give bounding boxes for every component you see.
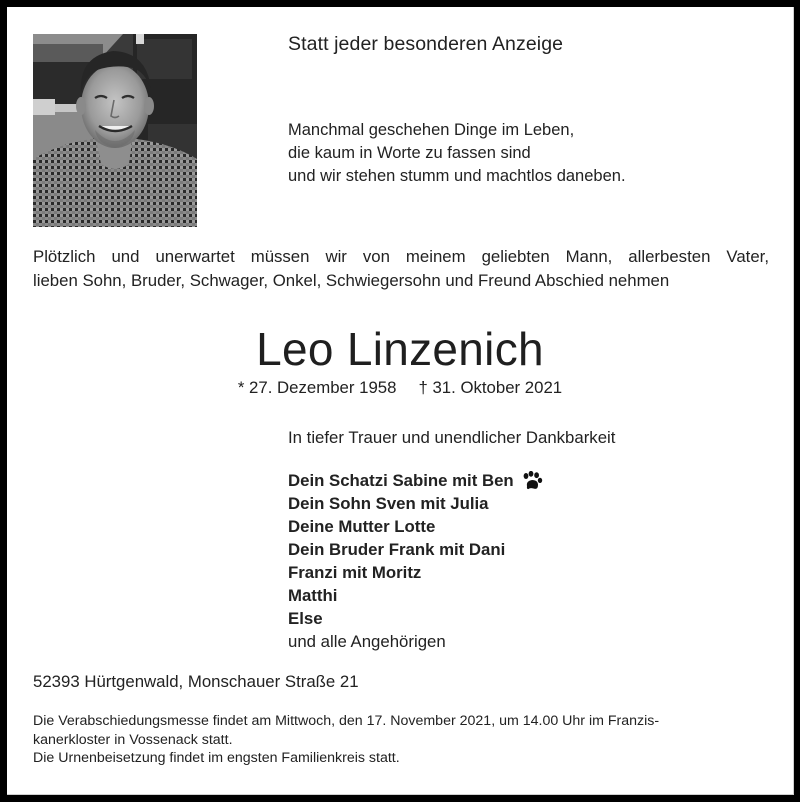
service-note-line: Die Verabschiedungsmesse findet am Mittwoch, den 17. November 2021, um 14.00 Uhr im Franzis- bbox=[33, 713, 660, 729]
mourner-item bbox=[288, 607, 543, 630]
mourner-name: Dein Bruder Frank mit Dani bbox=[288, 540, 506, 559]
intro-line-1: Plötzlich und unerwartet müssen wir von meinem geliebten Mann, allerbesten Vater, bbox=[33, 247, 769, 266]
mourner-name: Franzi mit Moritz bbox=[288, 563, 422, 582]
death-date: † 31. Oktober 2021 bbox=[418, 378, 563, 397]
mourner-item bbox=[288, 492, 543, 515]
mourner-item bbox=[288, 561, 543, 584]
mourners-closing bbox=[288, 630, 543, 653]
poem-line: und wir stehen stumm und machtlos daneben. bbox=[288, 167, 626, 185]
poem-line: Manchmal geschehen Dinge im Leben, bbox=[288, 121, 575, 139]
intro-paragraph bbox=[33, 245, 769, 293]
birth-date: * 27. Dezember 1958 bbox=[237, 378, 397, 397]
portrait-photo bbox=[33, 34, 197, 227]
deceased-name: Leo Linzenich bbox=[256, 323, 544, 375]
paw-print-icon bbox=[521, 471, 543, 491]
mourner-item bbox=[288, 584, 543, 607]
headline: Statt jeder besonderen Anzeige bbox=[288, 33, 564, 55]
mourner-name: Dein Sohn Sven mit Julia bbox=[288, 494, 489, 513]
poem bbox=[288, 119, 626, 188]
mourner-name: Matthi bbox=[288, 586, 338, 605]
mourner-name: Deine Mutter Lotte bbox=[288, 517, 436, 536]
mourners-closing-text: und alle Angehörigen bbox=[288, 632, 446, 651]
mourner-item bbox=[288, 538, 543, 561]
obituary-card bbox=[7, 7, 794, 795]
mourning-intro: In tiefer Trauer und unendlicher Dankbarkeit bbox=[288, 428, 616, 447]
family-address: 52393 Hürtgenwald, Monschauer Straße 21 bbox=[33, 672, 359, 691]
mourner-name: Dein Schatzi Sabine mit Ben bbox=[288, 471, 514, 490]
service-note-line: Die Urnenbeisetzung findet im engsten Familienkreis statt. bbox=[33, 750, 400, 766]
life-dates bbox=[7, 378, 793, 398]
mourner-item bbox=[288, 515, 543, 538]
portrait-image bbox=[33, 34, 197, 227]
mourner-name: Else bbox=[288, 609, 323, 628]
service-note-line: kanerkloster in Vossenack statt. bbox=[33, 731, 233, 748]
intro-line-2: lieben Sohn, Bruder, Schwager, Onkel, Schwiegersohn und Freund Abschied nehmen bbox=[33, 271, 670, 290]
mourners-list bbox=[288, 469, 543, 653]
mourner-item bbox=[288, 469, 543, 492]
service-notes bbox=[33, 712, 659, 768]
poem-line: die kaum in Worte zu fassen sind bbox=[288, 144, 531, 162]
